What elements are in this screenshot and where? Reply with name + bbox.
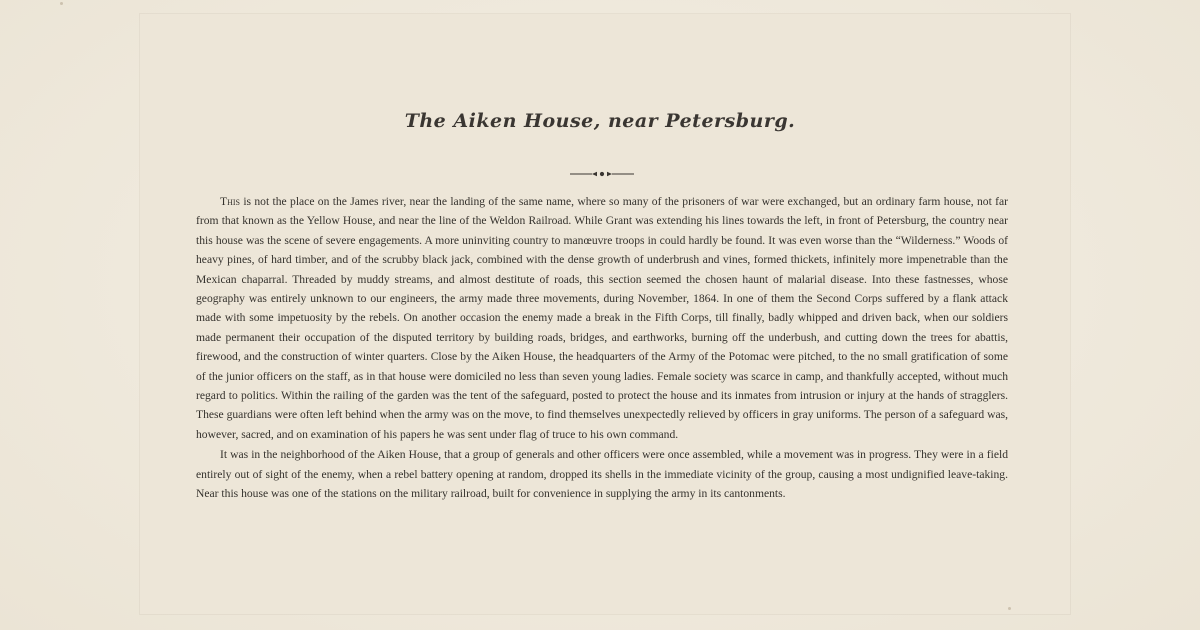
paper-speck bbox=[60, 2, 63, 5]
title-ornament bbox=[570, 170, 634, 178]
paragraph-lead: This bbox=[220, 195, 240, 208]
paper-speck bbox=[1008, 607, 1011, 610]
page-title: The Aiken House, near Petersburg. bbox=[404, 110, 796, 132]
paragraph-text: is not the place on the James river, near the landing of the same name, where so many of the prisoners of war were exchanged, but an ordinary farm house, not far from that known as the Yellow House, and near the line of the Weldon Railroad. While Grant was extending his lines towards the left, in front of Petersburg, the country near this house was the scene of severe engagements. A more uninviting country to manœuvre troops in could hardly be found. It was even worse than the “Wilderness.” Woods of heavy pines, of hard timber, and of the scrubby black jack, combined with the dense growth of underbrush and vines, formed thickets, infinitely more impenetrable than the Mexican chaparral. Threaded by muddy streams, and almost destitute of roads, this section seemed the chosen haunt of malarial disease. Into these fastnesses, whose geography was entirely unknown to our engineers, the army made three movements, during November, 1864. In one of them the Second Corps suffered by a flank attack made with some impetuosity by the rebels. On another occasion the enemy made a break in the Fifth Corps, till finally, badly whipped and driven back, when our soldiers made permanent their occupation of the disputed territory by building roads, bridges, and earthworks, burning off the underbush, and cutting down the trees for abattis, firewood, and the construction of winter quarters. Close by the Aiken House, the headquarters of the Army of the Potomac were pitched, to the no small gratification of some of the junior officers on the staff, as in that house were domiciled no less than seven young ladies. Female society was scarce in camp, and thankfully accepted, without much regard to politics. Within the railing of the garden was the tent of the safeguard, posted to protect the house and its inmates from intrusion or injury at the hands of stragglers. These guardians were often left behind when the army was on the move, to find themselves unexpectedly relieved by officers in gray uniforms. The person of a safeguard was, however, sacred, and on examination of his papers he was sent under flag of truce to his own command. bbox=[196, 195, 1008, 441]
paragraph-1 bbox=[196, 192, 1008, 444]
body-text bbox=[196, 192, 1008, 504]
paragraph-text: It was in the neighborhood of the Aiken House, that a group of generals and other officers were once assembled, while a movement was in progress. They were in a field entirely out of sight of the enemy, when a rebel battery opening at random, dropped its shells in the immediate vicinity of the group, causing a most undignified leave-taking. Near this house was one of the stations on the military railroad, built for convenience in supplying the army in its cantonments. bbox=[196, 448, 1008, 501]
paragraph-2 bbox=[196, 445, 1008, 503]
